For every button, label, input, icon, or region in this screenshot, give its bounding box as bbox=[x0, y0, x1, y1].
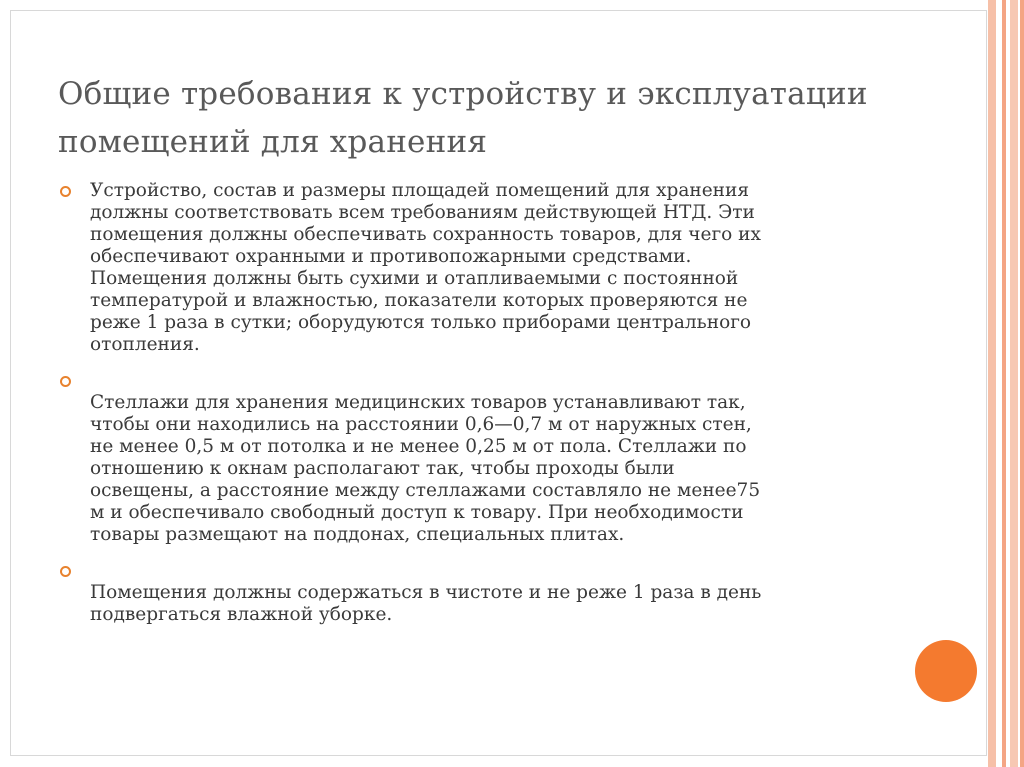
bullet-text: Стеллажи для хранения медицинских товаров устанавливают так, чтобы они находились на расстоянии 0,6—0,7 м от наружных стен, не менее 0,5 м от потолка и не менее 0,25 м от пола. Стеллажи по отношению к окнам располагают так, чтобы проходы были освещены, а расстояние между стеллажами составляло не менее75 м и обеспечивало свободный доступ к товару. При необходимости товары размещают на поддонах, специальных плитах. bbox=[90, 392, 761, 545]
bullet-ring-icon bbox=[60, 186, 71, 197]
stripe bbox=[988, 0, 996, 767]
bullet-text: Устройство, состав и размеры площадей помещений для хранения должны соответствовать всем требованиям действующей НТД. Эти помещения должны обеспечивать сохранность товаров, для чего их обеспечивают охранными и противопожарными средствами. Помещения должны быть сухими и отапливаемыми с постоянной температурой и влажностью, показатели которых проверяются не реже 1 раза в сутки; оборудуются только приборами центрального отопления. bbox=[90, 180, 761, 355]
bullet-ring-icon bbox=[60, 376, 71, 387]
slide-title: Общие требования к устройству и эксплуатации помещений для хранения bbox=[58, 76, 868, 160]
stripe bbox=[1002, 0, 1006, 767]
bullet-list bbox=[60, 180, 890, 626]
stripe bbox=[1020, 0, 1024, 767]
list-item bbox=[60, 370, 890, 546]
list-item bbox=[60, 560, 890, 626]
decorative-circle bbox=[915, 640, 977, 702]
empty-line bbox=[90, 370, 890, 392]
stripe bbox=[1010, 0, 1018, 767]
decorative-stripes bbox=[988, 0, 1024, 767]
bullet-ring-icon bbox=[60, 566, 71, 577]
empty-line bbox=[90, 560, 890, 582]
bullet-text: Помещения должны содержаться в чистоте и не реже 1 раза в день подвергаться влажной уборке. bbox=[90, 582, 762, 625]
list-item bbox=[60, 180, 890, 356]
